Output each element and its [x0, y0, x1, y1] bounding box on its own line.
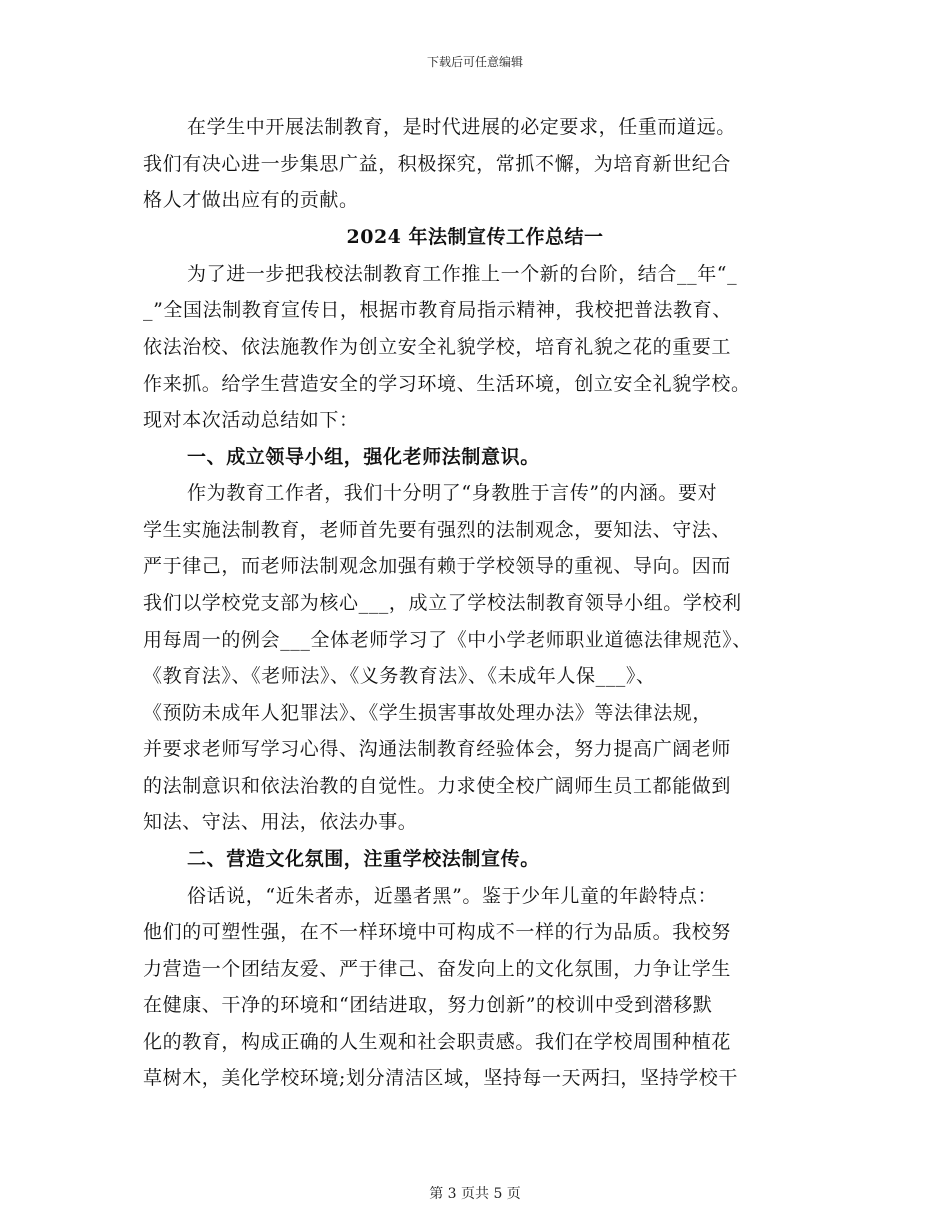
- paragraph-line: 作为教育工作者，我们十分明了“身教胜于言传”的内涵。要对: [187, 482, 718, 504]
- intro-line: 我们有决心进一步集思广益，积极探究，常抓不懈，为培育新世纪合: [143, 153, 732, 175]
- paragraph-line: 《预防未成年人犯罪法》、《学生损害事故处理办法》等法律法规，: [143, 702, 713, 724]
- paragraph-line: 严于律己，而老师法制观念加强有赖于学校领导的重视、导向。因而: [143, 555, 732, 577]
- section-heading: 二、营造文化氛围，注重学校法制宣传。: [187, 848, 540, 870]
- paragraph-line: 为了进一步把我校法制教育工作推上一个新的台阶，结合__年“_: [187, 263, 738, 285]
- paragraph-line: 他们的可塑性强，在不一样环境中可构成不一样的行为品质。我校努: [143, 921, 732, 943]
- paragraph-line: 俗话说，“近朱者赤，近墨者黑”。鉴于少年儿童的年龄特点：: [187, 885, 718, 907]
- paragraph-line: 力营造一个团结友爱、严于律己、奋发向上的文化氛围，力争让学生: [143, 958, 732, 980]
- paragraph-line: 现对本次活动总结如下：: [143, 409, 359, 431]
- paragraph-line: 我们以学校党支部为核心___，成立了学校法制教育领导小组。学校利: [143, 592, 742, 614]
- paragraph-line: 学生实施法制教育，老师首先要有强烈的法制观念，要知法、守法、: [143, 519, 732, 541]
- document-title: 2024 年法制宣传工作总结一: [346, 226, 604, 248]
- paragraph-line: 化的教育，构成正确的人生观和社会职责感。我们在学校周围种植花: [143, 1031, 732, 1053]
- paragraph-line: 并要求老师写学习心得、沟通法制教育经验体会，努力提高广阔老师: [143, 738, 732, 760]
- paragraph-line: 用每周一的例会___全体老师学习了《中小学老师职业道德法律规范》、: [143, 629, 752, 651]
- section-heading: 一、成立领导小组，强化老师法制意识。: [187, 446, 540, 468]
- paragraph-line: 《教育法》、《老师法》、《义务教育法》、《未成年人保___》、: [143, 665, 656, 687]
- paragraph-line: 依法治校、依法施教作为创立安全礼貌学校，培育礼貌之花的重要工: [143, 336, 732, 358]
- paragraph-line: 知法、守法、用法，依法办事。: [143, 811, 418, 833]
- paragraph-line: _”全国法制教育宣传日，根据市教育局指示精神，我校把普法教育、: [143, 299, 732, 321]
- page-header: 下载后可任意编辑: [426, 55, 523, 69]
- intro-line: 格人才做出应有的贡献。: [143, 189, 359, 211]
- paragraph-line: 在健康、干净的环境和“团结进取，努力创新”的校训中受到潜移默: [143, 994, 713, 1016]
- intro-line: 在学生中开展法制教育，是时代进展的必定要求，任重而道远。: [187, 116, 736, 138]
- page-number: 第 3 页共 5 页: [429, 1186, 521, 1202]
- paragraph-line: 草树木，美化学校环境;划分清洁区域，坚持每一天两扫，坚持学校干: [143, 1067, 739, 1089]
- paragraph-line: 作来抓。给学生营造安全的学习环境、生活环境，创立安全礼貌学校。: [143, 373, 751, 395]
- paragraph-line: 的法制意识和依法治教的自觉性。力求使全校广阔师生员工都能做到: [143, 775, 732, 797]
